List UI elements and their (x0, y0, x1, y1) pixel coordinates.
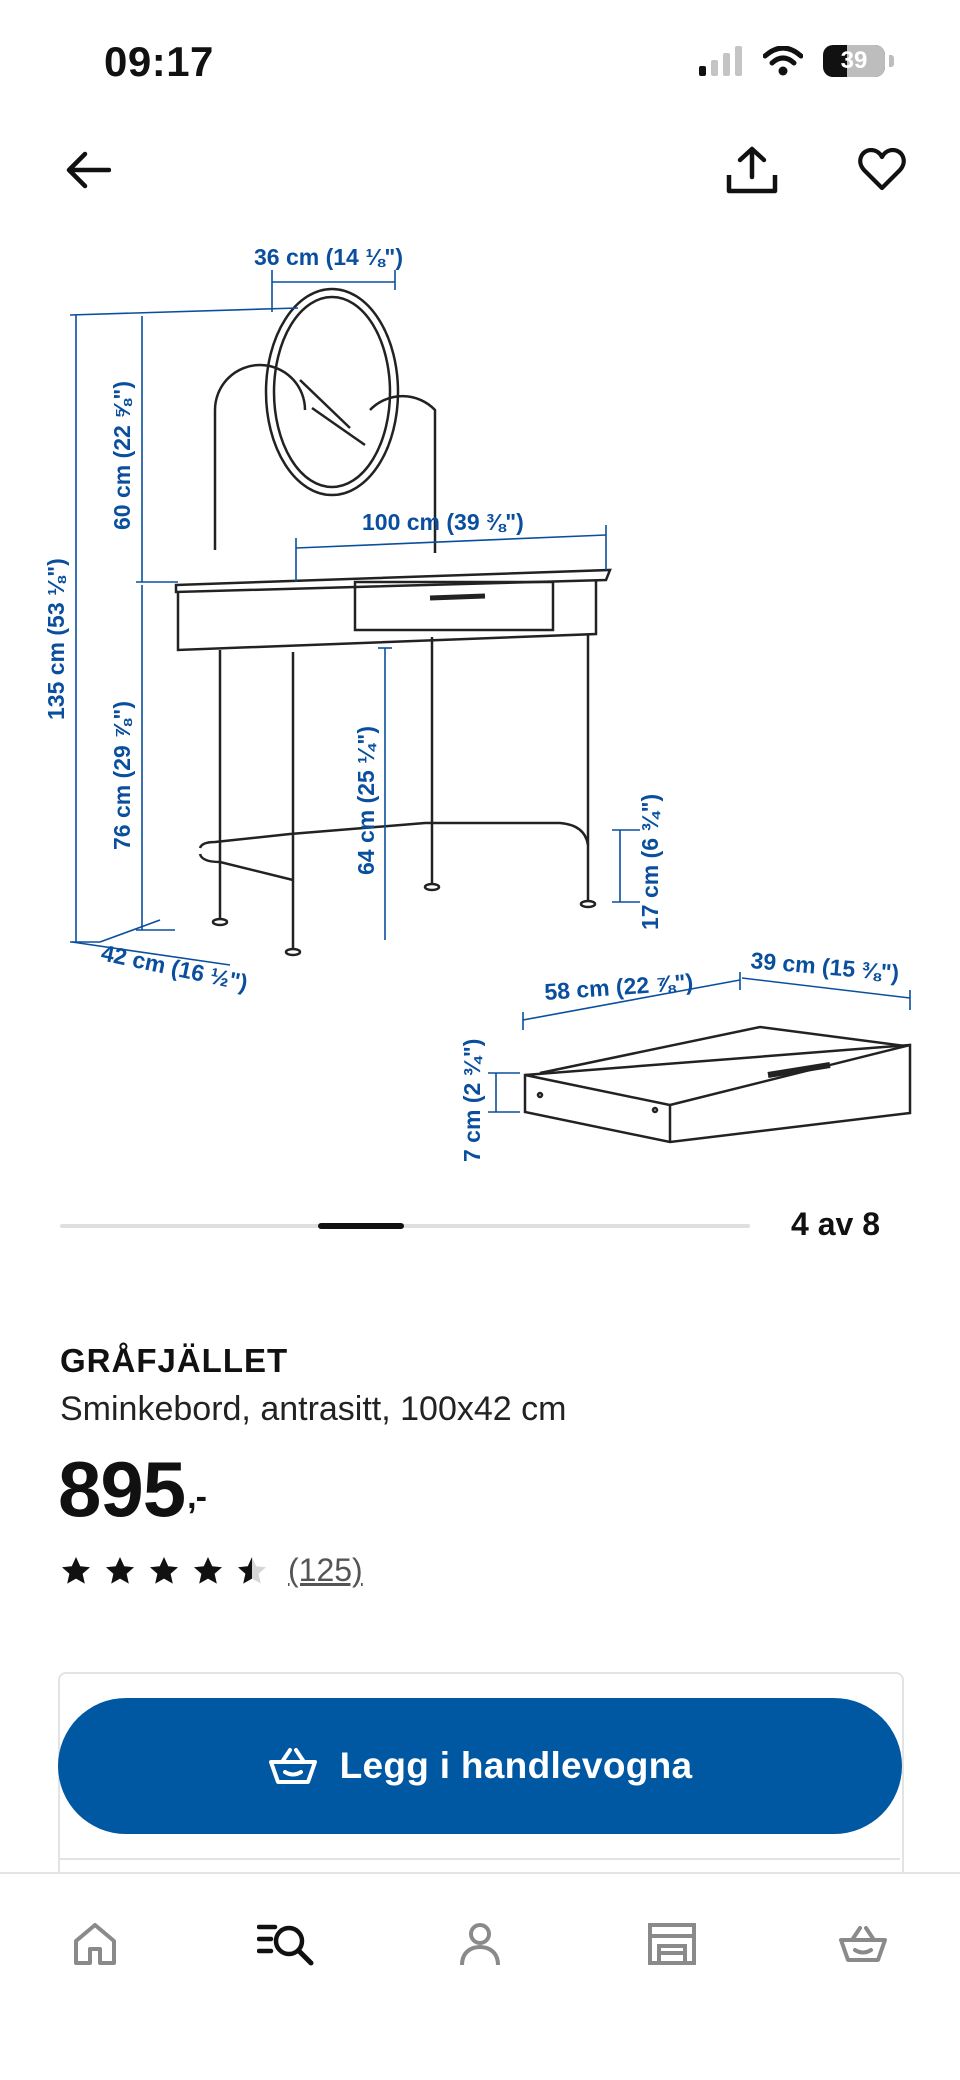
search-list-icon (257, 1921, 315, 1967)
dim-mirror-height: 60 cm (22 ⅝") (109, 381, 135, 530)
favorite-button[interactable] (852, 140, 912, 200)
price-value: 895 (58, 1445, 186, 1533)
tab-cart[interactable] (823, 1904, 903, 1984)
dim-mirror-width: 36 cm (14 ⅛") (254, 244, 403, 270)
bottom-tab-bar (0, 1872, 960, 2080)
status-icons (699, 44, 894, 78)
dim-drawer-height: 7 cm (2 ¾") (459, 1038, 485, 1162)
dimension-lines (70, 270, 910, 1112)
wifi-icon (763, 46, 803, 76)
status-time: 09:17 (104, 38, 214, 85)
card-divider (58, 1858, 900, 1860)
dim-total-height: 135 cm (53 ⅛") (43, 558, 69, 720)
tab-home[interactable] (55, 1904, 135, 1984)
basket-icon (838, 1924, 888, 1964)
product-description: Sminkebord, antrasitt, 100x42 cm (60, 1390, 567, 1428)
product-brand: GRÅFJÄLLET (60, 1342, 289, 1379)
battery-icon (823, 45, 885, 77)
dim-table-width: 100 cm (39 ⅜") (362, 509, 524, 535)
heart-icon (858, 148, 906, 192)
tab-stores[interactable] (632, 1904, 712, 1984)
dim-drawer-depth: 39 cm (15 ⅜") (749, 947, 901, 986)
review-count-link[interactable]: (125) (288, 1552, 363, 1588)
dim-depth: 42 cm (16 ½") (98, 939, 251, 996)
dim-drawer-width: 58 cm (22 ⅞") (543, 968, 694, 1005)
basket-icon (268, 1746, 318, 1786)
person-icon (458, 1921, 502, 1967)
battery-tip (889, 55, 894, 67)
star-icon (148, 1555, 180, 1587)
tab-profile[interactable] (440, 1904, 520, 1984)
star-icon (236, 1555, 268, 1587)
product-rating[interactable] (60, 1552, 363, 1589)
back-button[interactable] (58, 140, 118, 200)
carousel-progress-thumb (318, 1223, 404, 1229)
share-button[interactable] (722, 140, 782, 200)
star-icon (104, 1555, 136, 1587)
add-to-cart-label: Legg i handlevogna (339, 1745, 693, 1786)
star-icon (60, 1555, 92, 1587)
share-icon (725, 145, 779, 195)
home-icon (72, 1921, 118, 1967)
dim-table-height: 76 cm (29 ⅞") (109, 701, 135, 850)
rating-stars (60, 1555, 268, 1587)
dim-under-drawer-height: 64 cm (25 ¼") (353, 726, 379, 875)
carousel-page-indicator: 4 av 8 (791, 1206, 880, 1242)
add-to-cart-button[interactable] (58, 1698, 902, 1834)
price-suffix: ,- (187, 1478, 206, 1516)
dimension-labels (43, 244, 900, 1162)
product-dimension-drawing[interactable] (0, 230, 960, 1190)
product-price (58, 1444, 206, 1534)
dim-rail-height: 17 cm (6 ¾") (637, 793, 663, 930)
battery-level: 39 (840, 47, 868, 74)
star-icon (192, 1555, 224, 1587)
carousel-progress[interactable] (60, 1224, 750, 1228)
arrow-left-icon (65, 150, 111, 190)
tab-search[interactable] (246, 1904, 326, 1984)
signal-icon (699, 46, 743, 76)
dressing-table-outline (176, 289, 910, 1142)
store-icon (647, 1922, 697, 1966)
